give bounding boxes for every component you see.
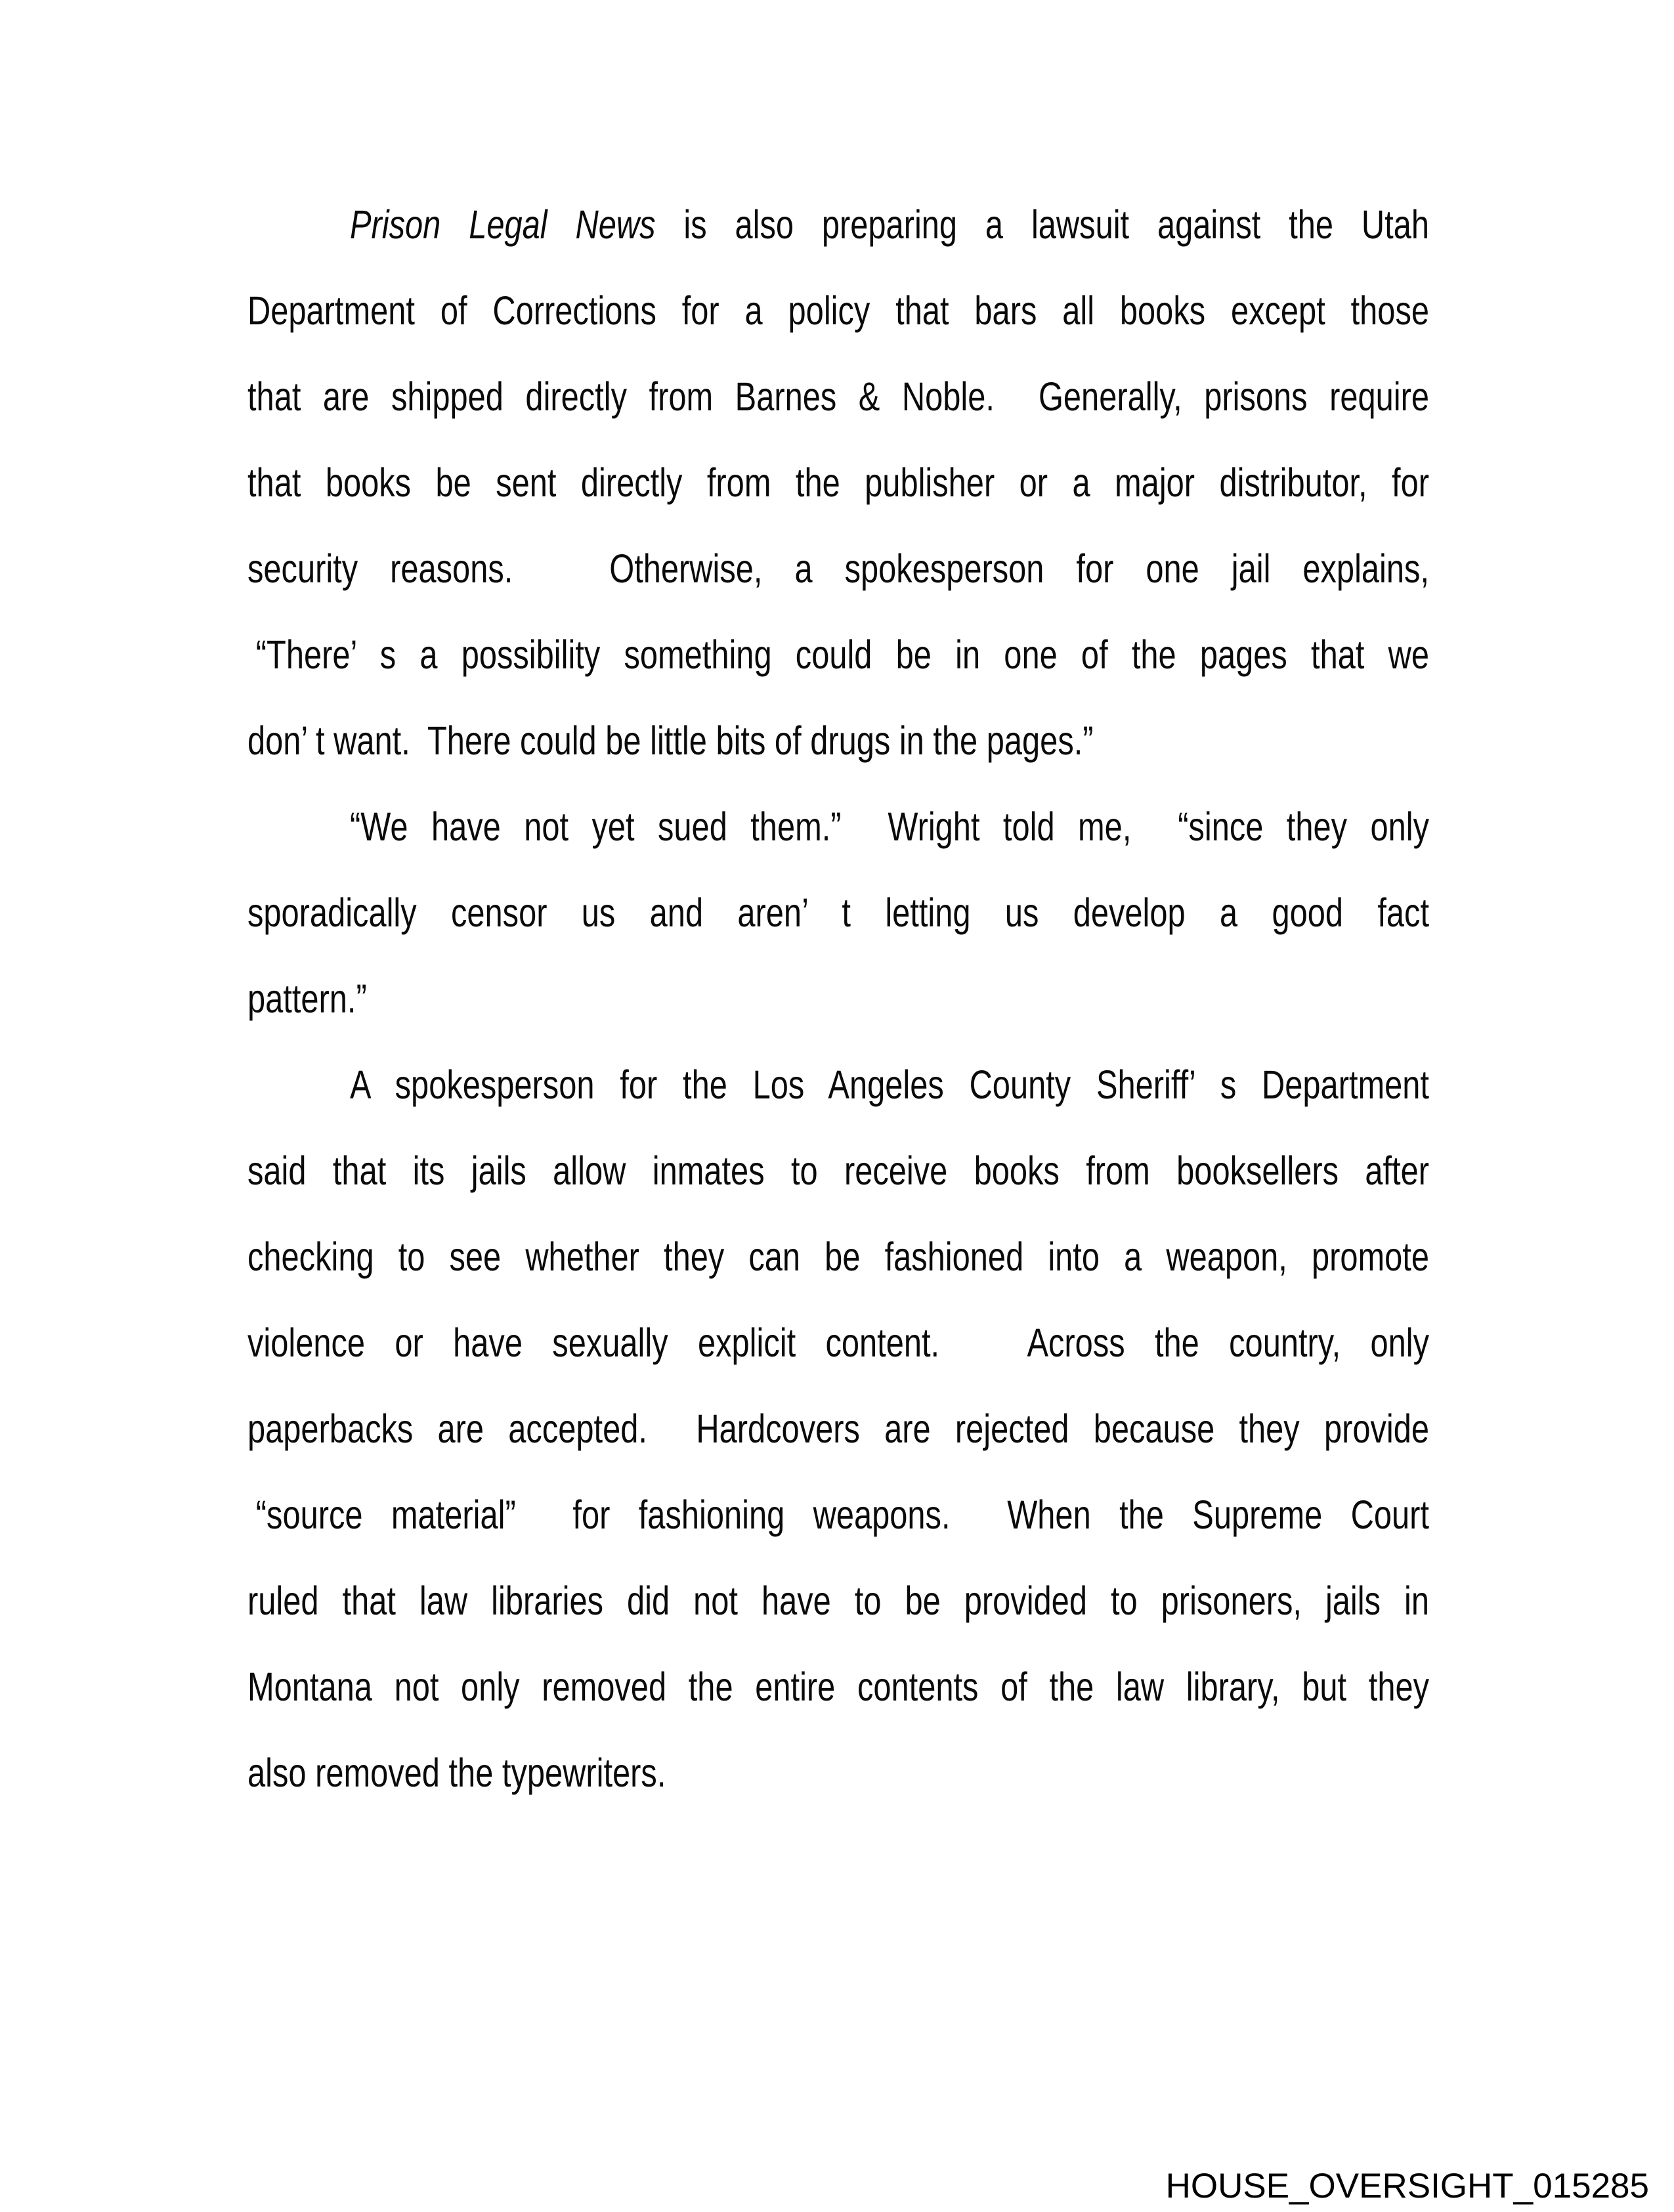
- text-line: that are shipped directly from Barnes & Noble. Generally, prisons require: [247, 374, 1429, 419]
- text-line: pattern.”: [247, 976, 367, 1021]
- text-line: said that its jails allow inmates to receive books from booksellers after: [247, 1148, 1429, 1193]
- text-line: sporadically censor us and aren’ t letting us develop a good fact: [247, 890, 1429, 935]
- text-line: “source material” for fashioning weapons. When the Supreme Court: [255, 1492, 1429, 1537]
- text-line: “There’ s a possibility something could be in one of the pages that we: [255, 632, 1429, 677]
- text-segment: is also preparing a lawsuit against the Utah: [655, 202, 1429, 247]
- text-line: security reasons. Otherwise, a spokesperson for one jail explains,: [247, 546, 1429, 591]
- text-line: checking to see whether they can be fashioned into a weapon, promote: [247, 1234, 1429, 1279]
- text-line: violence or have sexually explicit content. Across the country, only: [247, 1320, 1429, 1365]
- document-body: [247, 182, 1429, 1816]
- text-line: Montana not only removed the entire contents of the law library, but they: [247, 1664, 1429, 1709]
- publication-title-italic: Prison Legal News: [350, 202, 656, 247]
- text-line: ruled that law libraries did not have to be provided to prisoners, jails in: [247, 1578, 1429, 1623]
- text-line: [247, 182, 1429, 268]
- text-line: don’ t want. There could be little bits of drugs in the pages.”: [247, 718, 1094, 763]
- bates-number: HOUSE_OVERSIGHT_015285: [1165, 2167, 1649, 2205]
- text-line: “We have not yet sued them.” Wright told me, “since they only: [350, 804, 1429, 849]
- text-line: that books be sent directly from the publisher or a major distributor, for: [247, 460, 1429, 505]
- text-line: paperbacks are accepted. Hardcovers are rejected because they provide: [247, 1406, 1429, 1451]
- text-line: also removed the typewriters.: [247, 1750, 666, 1795]
- text-line: Department of Corrections for a policy that bars all books except those: [247, 288, 1429, 333]
- text-line: A spokesperson for the Los Angeles County Sheriff’ s Department: [350, 1062, 1429, 1107]
